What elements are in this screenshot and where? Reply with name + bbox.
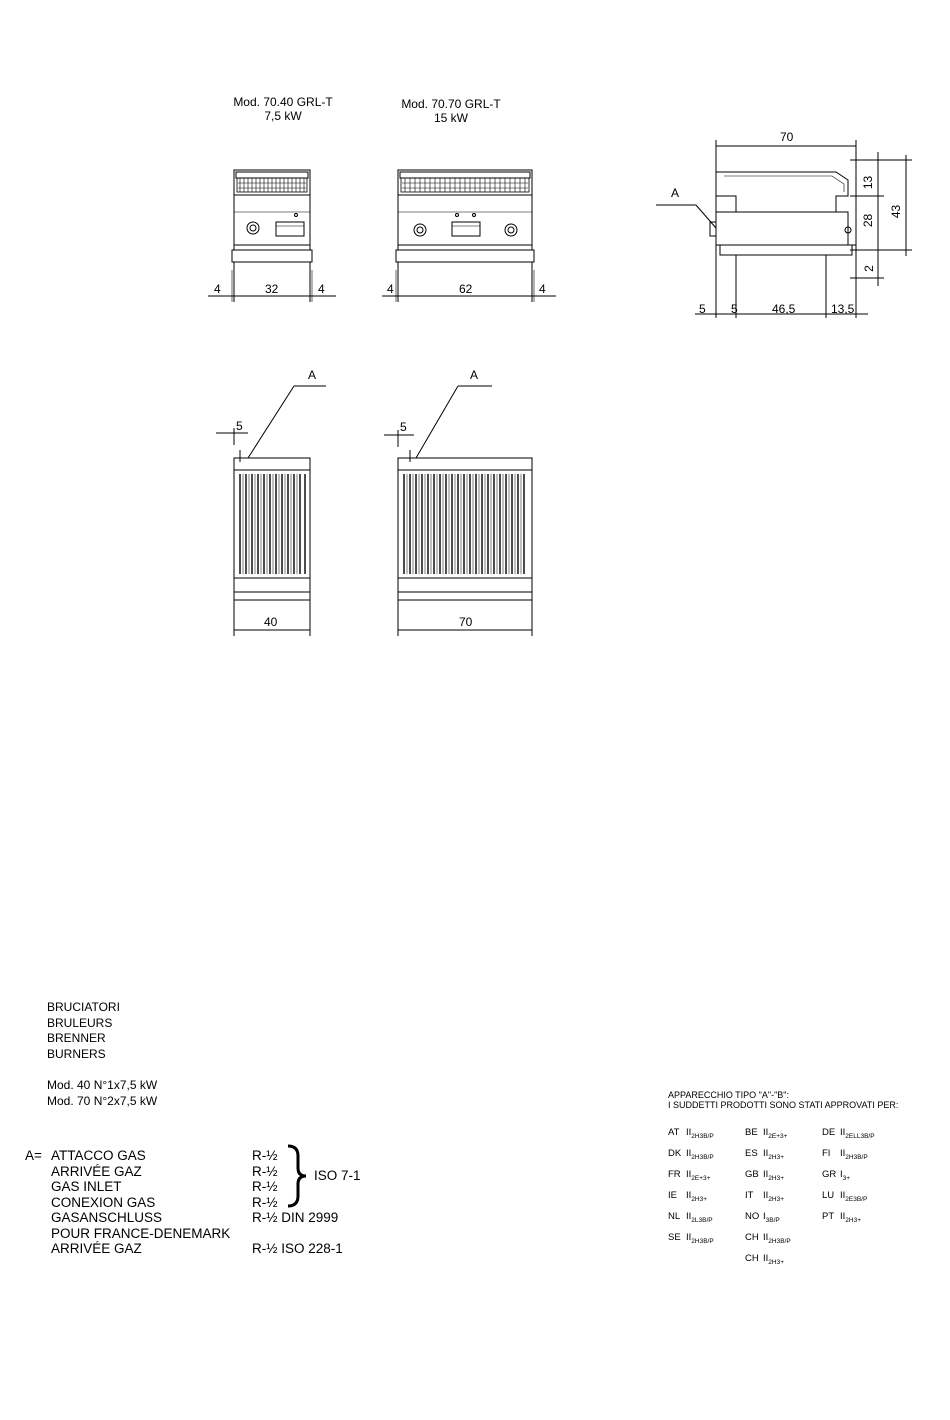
gas-label: ARRIVÉE GAZ xyxy=(51,1241,142,1256)
gas-category: II xyxy=(763,1232,769,1243)
marker-label: A xyxy=(308,368,317,382)
burners-heading: BRUCIATORI xyxy=(47,1000,120,1014)
gas-value: R-½ xyxy=(252,1179,278,1194)
burners-heading: BRENNER xyxy=(47,1031,106,1045)
marker-label: A xyxy=(470,368,479,382)
dim-label: 13,5 xyxy=(831,302,855,316)
gas-category-sub: 2H3B/P xyxy=(691,1154,714,1161)
approval-entry xyxy=(745,1227,791,1248)
top-view-small xyxy=(216,386,326,636)
dim-label: 43 xyxy=(889,204,904,219)
approval-entry xyxy=(822,1164,875,1185)
gas-category: II xyxy=(840,1127,846,1138)
gas-value: R-½ DIN 2999 xyxy=(252,1210,339,1225)
gas-label: CONEXION GAS xyxy=(51,1194,156,1210)
approval-entry xyxy=(668,1227,714,1248)
country-code: NO xyxy=(745,1211,760,1222)
gas-category: II xyxy=(840,1211,846,1222)
approval-entry xyxy=(745,1122,791,1143)
gas-category-sub: 2E+3+ xyxy=(691,1175,711,1182)
gas-category: II xyxy=(686,1190,692,1201)
gas-category-sub: 2H3+ xyxy=(768,1259,785,1266)
gas-category-sub: 3B/P xyxy=(765,1217,780,1224)
model-name: Mod. 70.40 GRL-T xyxy=(233,95,333,109)
gas-label: GASANSCHLUSS xyxy=(51,1210,163,1225)
gas-category: II xyxy=(763,1127,769,1138)
gas-standard: ISO 7-1 xyxy=(314,1168,361,1183)
dim-label: 46,5 xyxy=(772,302,796,316)
country-code: FI xyxy=(822,1148,831,1159)
burners-models xyxy=(47,1078,157,1109)
approval-entry xyxy=(822,1206,875,1227)
model-name: Mod. 70.70 GRL-T xyxy=(401,97,501,111)
gas-prefix: A= xyxy=(25,1148,42,1163)
gas-label: ARRIVÉE GAZ xyxy=(51,1163,142,1179)
approval-column-2 xyxy=(745,1122,791,1269)
country-code: AT xyxy=(668,1127,680,1138)
gas-category-sub: 2E+3+ xyxy=(768,1133,788,1140)
gas-label: GAS INLET xyxy=(51,1179,122,1194)
model-power: 7,5 kW xyxy=(264,109,302,123)
country-code: PT xyxy=(822,1211,835,1222)
approval-line-1: APPARECCHIO TIPO "A"-"B": xyxy=(668,1090,789,1100)
burners-heading: BURNERS xyxy=(47,1046,106,1061)
side-view xyxy=(656,140,912,318)
model-label-small xyxy=(218,95,348,123)
model-power: 15 kW xyxy=(433,111,468,125)
approval-entry xyxy=(822,1122,875,1143)
country-code: DK xyxy=(668,1148,682,1159)
gas-value xyxy=(252,1226,343,1242)
dim-label: 5 xyxy=(236,419,243,433)
gas-category-sub: 2H3+ xyxy=(691,1196,708,1203)
burners-model: Mod. 70 N°2x7,5 kW xyxy=(47,1093,158,1108)
gas-category-sub: 2H3B/P xyxy=(691,1133,714,1140)
approval-entry xyxy=(745,1143,791,1164)
country-code: FR xyxy=(668,1169,681,1180)
model-label-large xyxy=(386,97,516,125)
gas-label: ATTACCO GAS xyxy=(51,1148,146,1163)
dim-label: 4 xyxy=(539,282,546,296)
gas-category-sub: 2H3+ xyxy=(768,1154,785,1161)
gas-labels xyxy=(51,1148,230,1257)
dim-label: 13 xyxy=(861,175,876,190)
burners-heading: BRULEURS xyxy=(47,1015,113,1030)
approval-entry xyxy=(668,1185,714,1206)
gas-category-sub: 2H3B/P xyxy=(691,1238,714,1245)
dim-label: 40 xyxy=(264,615,278,629)
dim-label: 4 xyxy=(318,282,325,296)
gas-category-sub: 2H3+ xyxy=(768,1175,785,1182)
burners-headings xyxy=(47,1000,120,1062)
gas-category-sub: 2H3B/P xyxy=(768,1238,791,1245)
burners-model: Mod. 40 N°1x7,5 kW xyxy=(47,1078,158,1092)
country-code: CH xyxy=(745,1232,759,1243)
dim-label: 4 xyxy=(214,282,221,296)
gas-category: I xyxy=(840,1169,843,1180)
country-code: ES xyxy=(745,1148,758,1159)
dim-label: 70 xyxy=(780,130,794,144)
country-code: NL xyxy=(668,1211,681,1222)
approval-entry xyxy=(745,1164,791,1185)
gas-category: II xyxy=(840,1148,846,1159)
gas-category: II xyxy=(686,1232,692,1243)
country-code: GR xyxy=(822,1169,837,1180)
gas-label: POUR FRANCE-DENEMARK xyxy=(51,1225,231,1241)
gas-category: II xyxy=(686,1127,692,1138)
gas-category: II xyxy=(763,1148,769,1159)
gas-category-sub: 2H3B/P xyxy=(845,1154,868,1161)
gas-category-sub: 3+ xyxy=(842,1175,851,1182)
approval-entry xyxy=(745,1206,791,1227)
dim-label: 2 xyxy=(861,265,876,272)
approval-entry xyxy=(822,1185,875,1206)
dim-label: 4 xyxy=(387,282,394,296)
country-code: BE xyxy=(745,1127,758,1138)
country-code: GB xyxy=(745,1169,759,1180)
approval-entry xyxy=(668,1206,714,1227)
approval-entry xyxy=(668,1143,714,1164)
gas-value: R-½ ISO 228-1 xyxy=(252,1241,343,1256)
gas-category: II xyxy=(840,1190,846,1201)
gas-value: R-½ xyxy=(252,1148,278,1163)
gas-category: II xyxy=(686,1169,692,1180)
gas-category-sub: 2ELL3B/P xyxy=(845,1133,875,1140)
gas-category-sub: 2H3+ xyxy=(768,1196,785,1203)
country-code: DE xyxy=(822,1127,836,1138)
country-code: IE xyxy=(668,1190,677,1201)
country-code: SE xyxy=(668,1232,681,1243)
dim-label: 70 xyxy=(459,615,473,629)
gas-category-sub: 2E3B/P xyxy=(845,1196,868,1203)
approval-line-2: I SUDDETTI PRODOTTI SONO STATI APPROVATI PER: xyxy=(668,1100,899,1110)
approval-entry xyxy=(668,1122,714,1143)
approval-column-1 xyxy=(668,1122,714,1248)
approval-entry xyxy=(822,1143,875,1164)
dim-label: 5 xyxy=(699,302,706,316)
gas-category-sub: 2H3+ xyxy=(845,1217,862,1224)
country-code: CH xyxy=(745,1253,759,1264)
gas-category: II xyxy=(686,1148,692,1159)
approval-entry xyxy=(745,1185,791,1206)
dim-label: 32 xyxy=(265,282,279,296)
gas-category: I xyxy=(763,1211,766,1222)
dim-label: 28 xyxy=(861,213,876,228)
gas-category-sub: 2L3B/P xyxy=(691,1217,713,1224)
gas-category: II xyxy=(763,1253,769,1264)
approval-entry xyxy=(668,1164,714,1185)
gas-category: II xyxy=(686,1211,692,1222)
gas-category: II xyxy=(763,1190,769,1201)
approval-entry xyxy=(745,1248,791,1269)
dim-label: 62 xyxy=(459,282,473,296)
gas-value: R-½ xyxy=(252,1163,278,1179)
dim-label: 5 xyxy=(731,302,738,316)
gas-values xyxy=(252,1148,343,1257)
country-code: LU xyxy=(822,1190,835,1201)
gas-category: II xyxy=(763,1169,769,1180)
marker-label: A xyxy=(671,186,680,200)
country-code: IT xyxy=(745,1190,754,1201)
approval-column-3 xyxy=(822,1122,875,1227)
approval-heading xyxy=(668,1090,898,1110)
gas-value: R-½ xyxy=(252,1194,278,1210)
dim-label: 5 xyxy=(400,420,407,434)
